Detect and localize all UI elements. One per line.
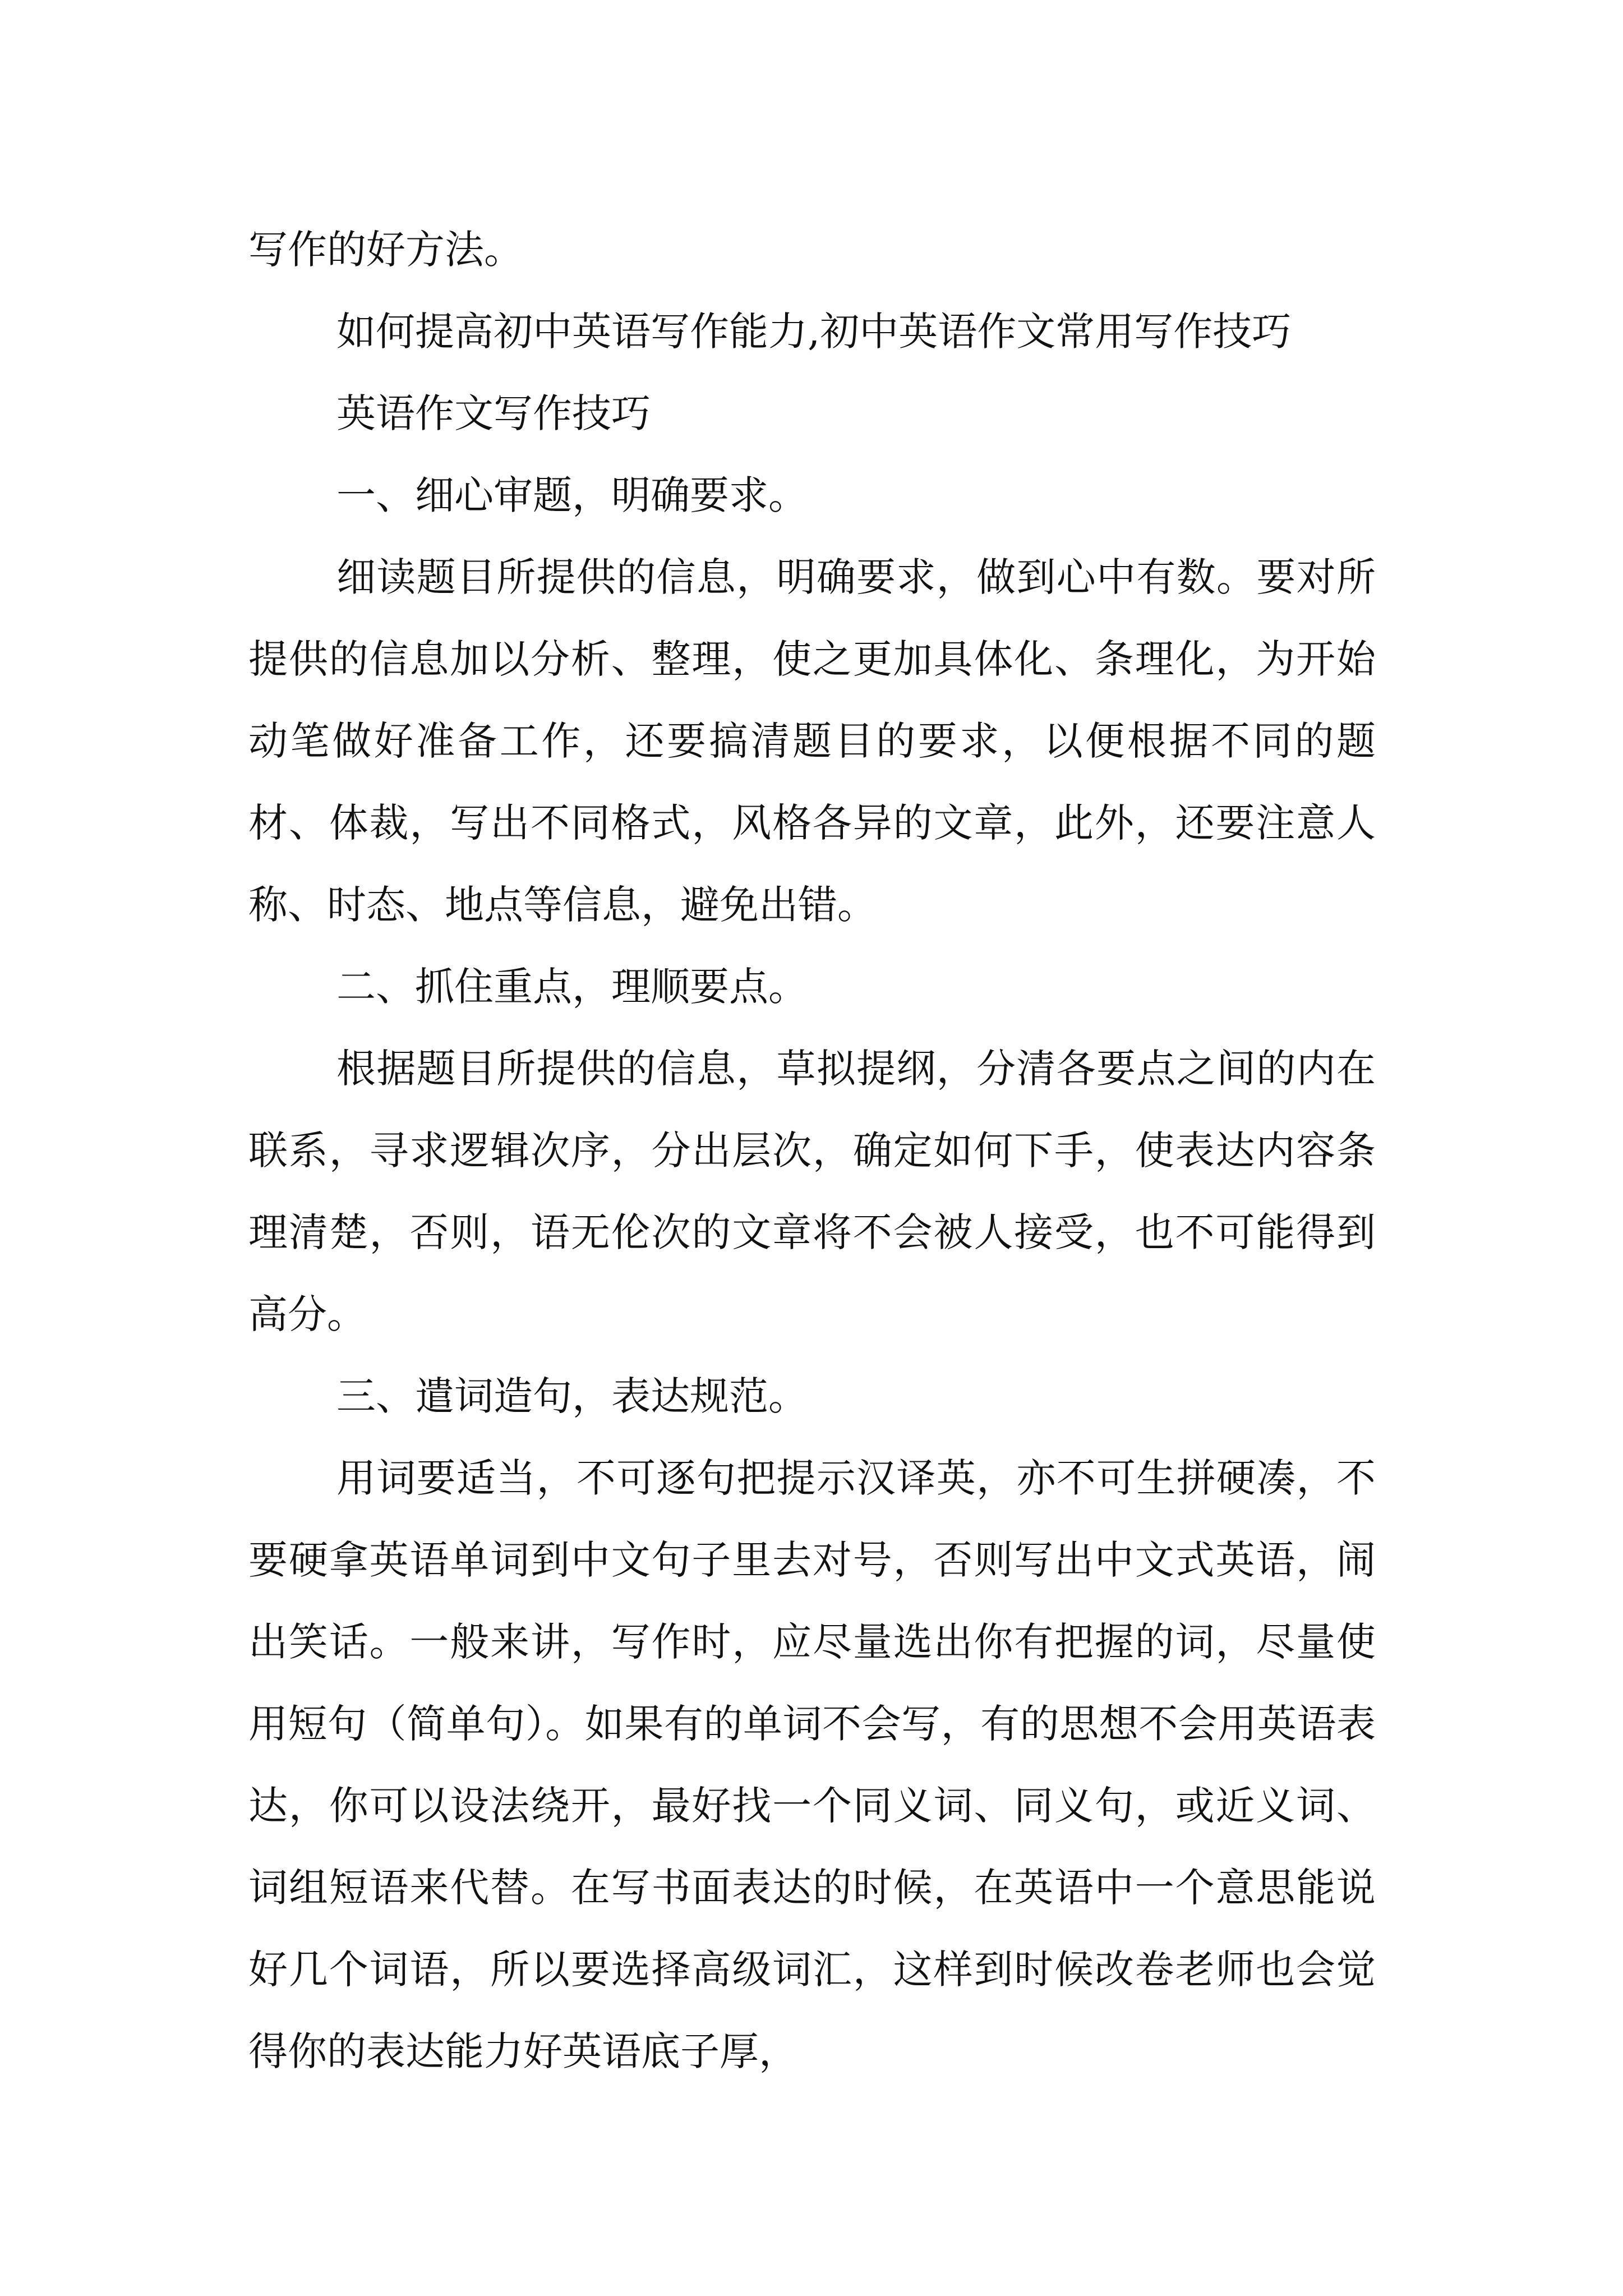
subheading-2: 二、抓住重点，理顺要点。 [336,964,808,1010]
article-title: 如何提高初中英语写作能力,初中英语作文常用写作技巧 [336,309,1292,355]
paragraph-2: 根据题目所提供的信息，草拟提纲，分清各要点之间的内在联系，寻求逻辑次序，分出层次，确定如何下手，使表达内容条理清楚，否则，语无伦次的文章将不会被人接受，也不可能得到高分。 [248,1046,1376,1337]
subheading-1: 一、细心审题，明确要求。 [336,472,808,518]
paragraph-continuation: 写作的好方法。 [248,227,523,273]
section-heading: 英语作文写作技巧 [336,390,651,436]
subheading-3: 三、遣词造句，表达规范。 [336,1373,808,1419]
paragraph-3: 用词要适当，不可逐句把提示汉译英，亦不可生拼硬凑，不要硬拿英语单词到中文句子里去对号，否则写出中文式英语，闹出笑话。一般来讲，写作时，应尽量选出你有把握的词，尽量使用短句（简单句）。如果有的单词不会写，有的思想不会用英语表达，你可以设法绕开，最好找一个同义词、同义句，或近义词、词组短语来代替。在写书面表达的时候，在英语中一个意思能说好几个词语，所以要选择高级词汇，这样到时候改卷老师也会觉得你的表达能力好英语底子厚， [248,1455,1376,2074]
paragraph-1: 细读题目所提供的信息，明确要求，做到心中有数。要对所提供的信息加以分析、整理，使之更加具体化、条理化，为开始动笔做好准备工作，还要搞清题目的要求，以便根据不同的题材、体裁，写出不同格式，风格各异的文章，此外，还要注意人称、时态、地点等信息，避免出错。 [248,554,1376,928]
document-body [248,209,1376,2092]
